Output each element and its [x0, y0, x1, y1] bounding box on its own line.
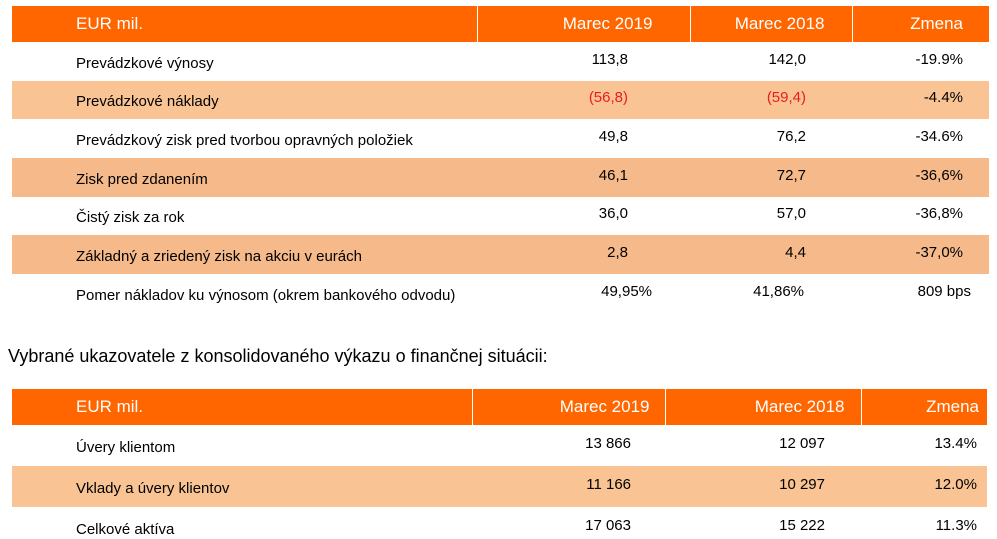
row-label: Prevádzkové náklady	[12, 81, 477, 120]
table-row	[12, 197, 989, 236]
header-currency-unit: EUR mil.	[12, 389, 472, 425]
row-label: Pomer nákladov ku výnosom (okrem bankového odvodu)	[76, 286, 456, 304]
financial-position-table	[12, 389, 987, 539]
value-change: -34.6%	[915, 128, 963, 146]
table-row	[12, 158, 989, 197]
value-2019: (56,8)	[477, 81, 690, 120]
value-change: -36,8%	[915, 205, 963, 223]
row-label: Vklady a úvery klientov	[12, 466, 472, 507]
value-2018: 72,7	[690, 158, 852, 197]
value-2019: 11 166	[472, 466, 665, 507]
value-change: 13.4%	[934, 435, 977, 452]
value-2018: 41,86%	[753, 282, 804, 300]
table-row	[12, 81, 989, 120]
value-2018: 76,2	[776, 128, 806, 146]
value-2019: 49,8	[598, 128, 628, 146]
row-label: Základný a zriedený zisk na akciu v eurách	[12, 235, 477, 274]
table-row	[12, 466, 987, 507]
value-2018: 15 222	[779, 517, 825, 534]
value-2018: 12 097	[779, 435, 825, 452]
value-2018: 57,0	[776, 205, 806, 223]
value-change: 12.0%	[861, 466, 987, 507]
row-label: Celkové aktíva	[76, 521, 175, 538]
header-currency-unit: EUR mil.	[12, 6, 477, 42]
header-march-2019: Marec 2019	[472, 389, 665, 425]
value-2019: 13 866	[585, 435, 631, 452]
value-change: 11.3%	[935, 517, 977, 534]
table-row	[12, 119, 989, 158]
table-header-row	[12, 6, 989, 42]
value-2019: 36,0	[598, 205, 628, 223]
header-march-2018: Marec 2018	[690, 6, 852, 42]
section-heading: Vybrané ukazovatele z konsolidovaného výkazu o finančnej situácii:	[8, 346, 548, 366]
value-2018: 4,4	[690, 235, 852, 274]
header-march-2018: Marec 2018	[665, 389, 861, 425]
row-label: Prevádzkové výnosy	[76, 54, 214, 72]
table-row	[12, 425, 987, 466]
header-change: Zmena	[861, 389, 987, 425]
value-change: -37,0%	[852, 235, 989, 274]
value-2018: 10 297	[665, 466, 861, 507]
table-row	[12, 507, 987, 539]
value-change: -4.4%	[852, 81, 989, 120]
value-change: 809 bps	[917, 282, 971, 300]
row-label: Úvery klientom	[76, 439, 176, 456]
value-2018: (59,4)	[690, 81, 852, 120]
row-label: Prevádzkový zisk pred tvorbou opravných položiek	[76, 132, 413, 150]
table-row	[12, 274, 989, 313]
row-label: Zisk pred zdanením	[12, 158, 477, 197]
value-2019: 49,95%	[601, 282, 652, 300]
value-2018: 142,0	[768, 50, 806, 68]
value-2019: 2,8	[477, 235, 690, 274]
table-row	[12, 235, 989, 274]
header-change: Zmena	[852, 6, 989, 42]
header-march-2019: Marec 2019	[477, 6, 690, 42]
value-2019: 113,8	[591, 50, 628, 68]
value-2019: 46,1	[477, 158, 690, 197]
table-header-row	[12, 389, 987, 425]
table-row	[12, 42, 989, 81]
value-change: -19.9%	[915, 50, 963, 68]
value-2019: 17 063	[585, 517, 631, 534]
row-label: Čistý zisk za rok	[76, 209, 185, 227]
value-change: -36,6%	[852, 158, 989, 197]
income-statement-table	[12, 6, 989, 313]
